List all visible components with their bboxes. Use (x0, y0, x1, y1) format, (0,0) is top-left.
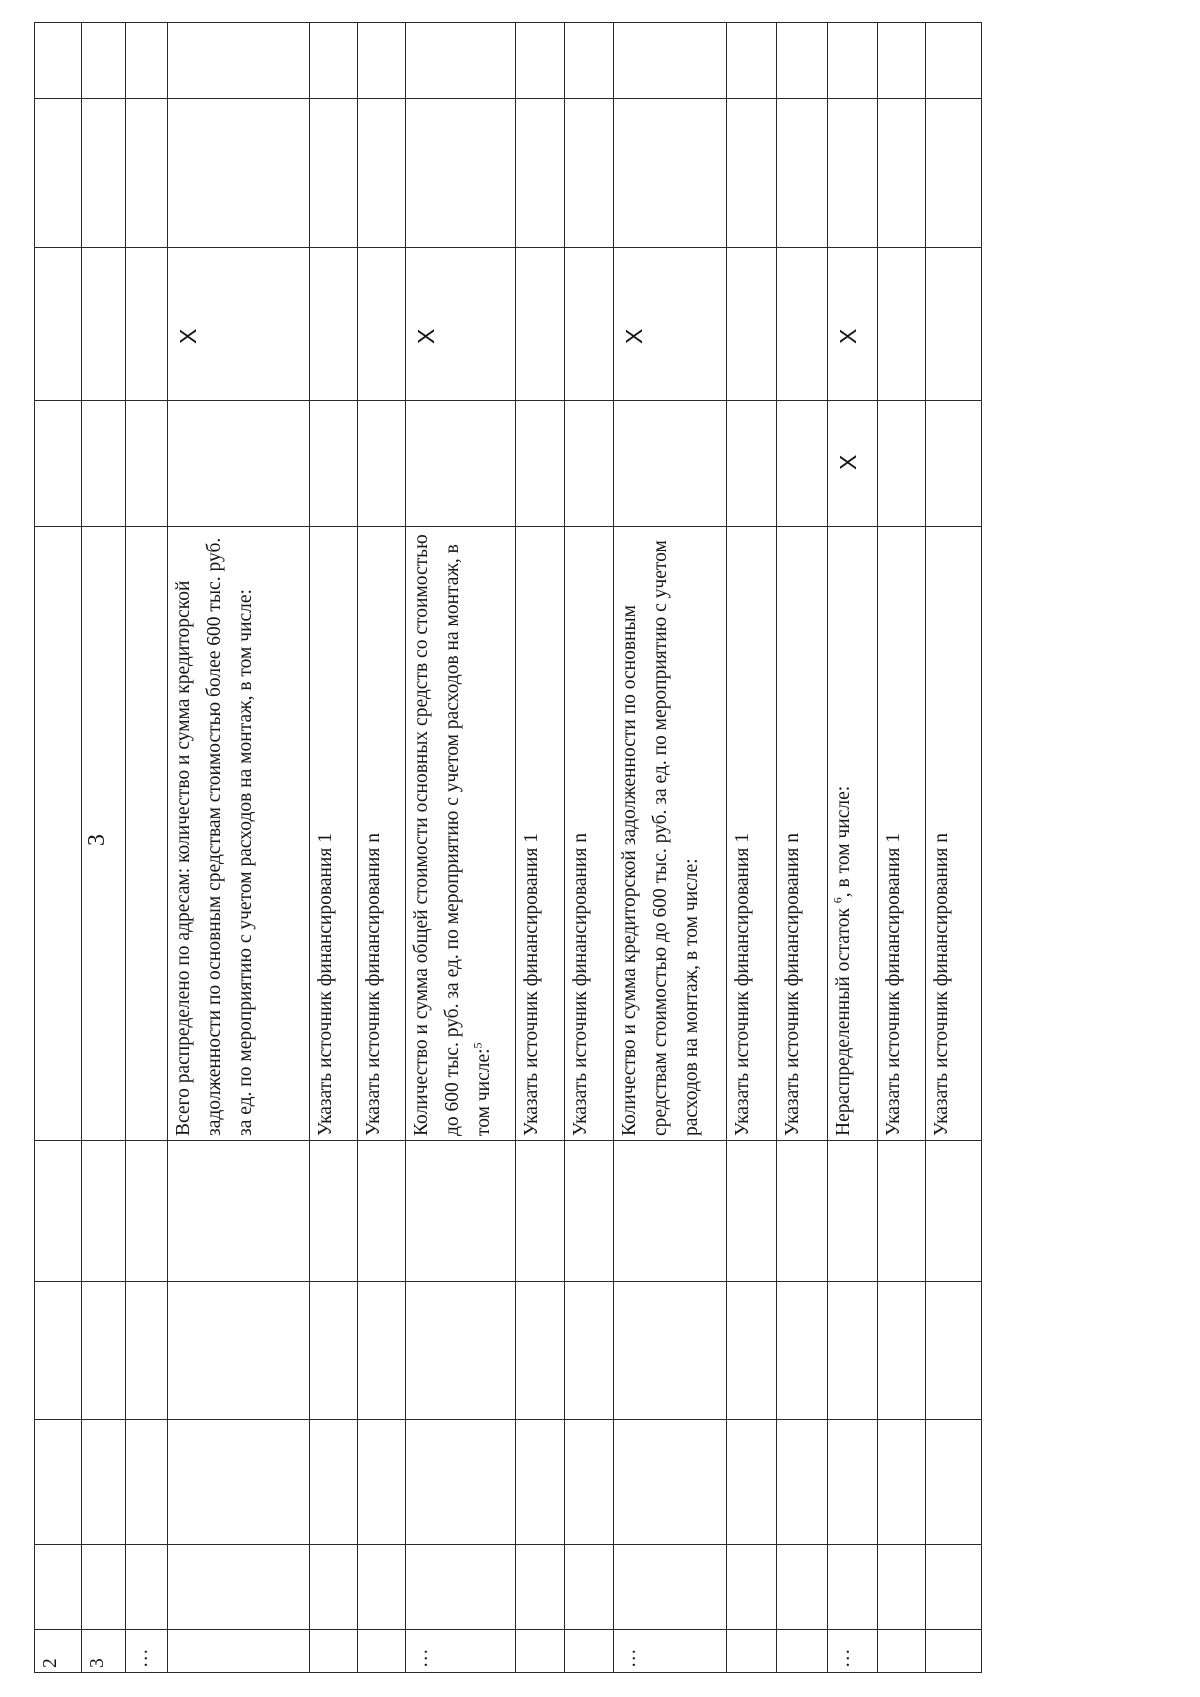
row-description-text: Нераспределенный остаток (832, 903, 854, 1136)
cell (776, 23, 827, 99)
cell (81, 1141, 125, 1282)
cell (35, 401, 82, 527)
cell (358, 1630, 406, 1673)
cell (515, 99, 564, 248)
cell (878, 99, 926, 248)
row-description (827, 527, 877, 1141)
cell (310, 99, 358, 248)
cell (727, 401, 776, 527)
cell (35, 1545, 82, 1630)
table-row-source-n (926, 23, 982, 1673)
cell (515, 23, 564, 99)
cell (727, 99, 776, 248)
cell (81, 23, 125, 99)
table-row-source-n (776, 23, 827, 1673)
cell (168, 23, 310, 99)
cell (878, 1141, 926, 1282)
table-row-ellipsis (125, 23, 168, 1673)
cell (125, 527, 168, 1141)
cross-mark-cell (827, 248, 877, 401)
cell (515, 1545, 564, 1630)
cross-mark: Х (620, 328, 647, 344)
row-description: Указать источник финансирования 1 (727, 527, 776, 1141)
cell (926, 23, 982, 99)
cell (81, 527, 125, 1141)
cell (926, 401, 982, 527)
row-description: Указать источник финансирования n (358, 527, 406, 1141)
cell (878, 1282, 926, 1420)
cell (878, 1420, 926, 1545)
row-number: … (613, 1630, 727, 1673)
cell (515, 1282, 564, 1420)
cell (125, 401, 168, 527)
cell (878, 23, 926, 99)
cell (727, 1630, 776, 1673)
cell (168, 99, 310, 248)
cell (827, 1282, 877, 1420)
cell (776, 248, 827, 401)
cell (81, 248, 125, 401)
table-row-source-1 (878, 23, 926, 1673)
row-description: Указать источник финансирования n (564, 527, 613, 1141)
cell (564, 1282, 613, 1420)
cell (35, 99, 82, 248)
cell (310, 248, 358, 401)
cross-mark-cell (613, 248, 727, 401)
footnote-marker: 6 (830, 897, 845, 904)
cell (613, 1282, 727, 1420)
cell (168, 1545, 310, 1630)
cell (358, 1282, 406, 1420)
cross-mark: Х (834, 454, 861, 470)
cell (564, 1141, 613, 1282)
table-row-total-distributed (168, 23, 310, 1673)
cell (878, 1630, 926, 1673)
cell (776, 1630, 827, 1673)
cell (926, 1420, 982, 1545)
cell (827, 99, 877, 248)
cell (727, 1545, 776, 1630)
cell (515, 1630, 564, 1673)
cell (310, 1545, 358, 1630)
cell (358, 1141, 406, 1282)
cross-mark: Х (413, 328, 440, 344)
cell (564, 401, 613, 527)
row-description-text: Количество и сумма общей стоимости основных средств со стоимостью до 600 тыс. руб. за ед. по мероприятию с учетом расходов на монтаж, в том числе: (411, 534, 495, 1136)
cell (776, 401, 827, 527)
cell (168, 1420, 310, 1545)
cell (776, 1545, 827, 1630)
row-description: Указать источник финансирования n (776, 527, 827, 1141)
cell (358, 23, 406, 99)
cell (125, 99, 168, 248)
table-row-quantity-under-600 (406, 23, 515, 1673)
cell (81, 1545, 125, 1630)
table-row-unallocated-remainder (827, 23, 877, 1673)
cross-mark: Х (175, 328, 202, 344)
cell (564, 1420, 613, 1545)
cell (168, 1282, 310, 1420)
cell (926, 1630, 982, 1673)
cell (926, 99, 982, 248)
table-row-source-1 (310, 23, 358, 1673)
cell (926, 1282, 982, 1420)
cell (81, 1282, 125, 1420)
cell (125, 1420, 168, 1545)
cell (613, 1141, 727, 1282)
cross-mark-cell (168, 248, 310, 401)
cell (81, 1420, 125, 1545)
cell (310, 401, 358, 527)
cell (125, 1545, 168, 1630)
cell (35, 527, 82, 1141)
cell (926, 248, 982, 401)
row-number: … (406, 1630, 515, 1673)
cell (727, 1282, 776, 1420)
row-number: 2 (35, 1630, 82, 1673)
cell (406, 23, 515, 99)
cell (878, 401, 926, 527)
cell (310, 1282, 358, 1420)
cell (168, 1630, 310, 1673)
cell (827, 1545, 877, 1630)
cell (926, 1545, 982, 1630)
cell (878, 248, 926, 401)
table-row-source-1 (727, 23, 776, 1673)
row-description: Всего распределено по адресам: количество и сумма кредиторской задолженности по основным средствам стоимостью более 600 тыс. руб. за ед. по мероприятию с учетом расходов на монтаж, в том числе: (168, 527, 310, 1141)
page-number: 3 (84, 834, 110, 846)
cell (613, 1545, 727, 1630)
cell (515, 248, 564, 401)
cell (564, 248, 613, 401)
cell (776, 1282, 827, 1420)
cell (35, 23, 82, 99)
row-description: Количество и сумма кредиторской задолженности по основным средствам стоимостью до 600 тыс. руб. за ед. по мероприятию с учетом расходов на монтаж, в том числе: (613, 527, 727, 1141)
cell (35, 248, 82, 401)
cell (310, 23, 358, 99)
cell (125, 1282, 168, 1420)
cell (776, 1141, 827, 1282)
cell (358, 1545, 406, 1630)
cell (81, 99, 125, 248)
cell (926, 1141, 982, 1282)
table-row-source-n (564, 23, 613, 1673)
cell (613, 23, 727, 99)
cell (515, 1141, 564, 1282)
row-number: 3 (81, 1630, 125, 1673)
cell (727, 1141, 776, 1282)
cell (125, 248, 168, 401)
cell (406, 1420, 515, 1545)
cell (564, 1630, 613, 1673)
row-number: … (827, 1630, 877, 1673)
cell (776, 99, 827, 248)
cell (878, 1545, 926, 1630)
cell (35, 1282, 82, 1420)
cell (406, 1141, 515, 1282)
row-description: Указать источник финансирования n (926, 527, 982, 1141)
cell (310, 1630, 358, 1673)
cell (727, 23, 776, 99)
cross-mark-cell (827, 401, 877, 527)
cell (827, 1420, 877, 1545)
table-row-credit-under-600 (613, 23, 727, 1673)
table-row-2 (35, 23, 82, 1673)
cell (168, 1141, 310, 1282)
cell (515, 401, 564, 527)
cell (564, 23, 613, 99)
cell (613, 401, 727, 527)
cell (613, 99, 727, 248)
cross-mark: Х (834, 328, 861, 344)
cell (406, 99, 515, 248)
cell (776, 1420, 827, 1545)
table-row-source-n (358, 23, 406, 1673)
cell (358, 401, 406, 527)
cell (168, 401, 310, 527)
cross-mark-cell (406, 248, 515, 401)
cell (406, 1282, 515, 1420)
report-table (34, 22, 982, 1673)
cell (358, 1420, 406, 1545)
cell (613, 1420, 727, 1545)
row-description: Указать источник финансирования 1 (878, 527, 926, 1141)
cell (125, 23, 168, 99)
cell (35, 1420, 82, 1545)
row-description: Указать источник финансирования 1 (515, 527, 564, 1141)
row-description-tail: , в том числе: (832, 785, 854, 898)
cell (358, 248, 406, 401)
cell (81, 401, 125, 527)
cell (406, 401, 515, 527)
cell (310, 1141, 358, 1282)
report-table-rotated (34, 23, 982, 1673)
row-description: Указать источник финансирования 1 (310, 527, 358, 1141)
table-row-source-1 (515, 23, 564, 1673)
row-number: … (125, 1630, 168, 1673)
cell (564, 1545, 613, 1630)
cell (515, 1420, 564, 1545)
cell (358, 99, 406, 248)
footnote-marker: 5 (470, 1042, 485, 1049)
row-description (406, 527, 515, 1141)
cell (125, 1141, 168, 1282)
cell (310, 1420, 358, 1545)
cell (727, 248, 776, 401)
table-row-3 (81, 23, 125, 1673)
cell (827, 23, 877, 99)
cell (564, 99, 613, 248)
cell (406, 1545, 515, 1630)
cell (35, 1141, 82, 1282)
cell (827, 1141, 877, 1282)
cell (727, 1420, 776, 1545)
